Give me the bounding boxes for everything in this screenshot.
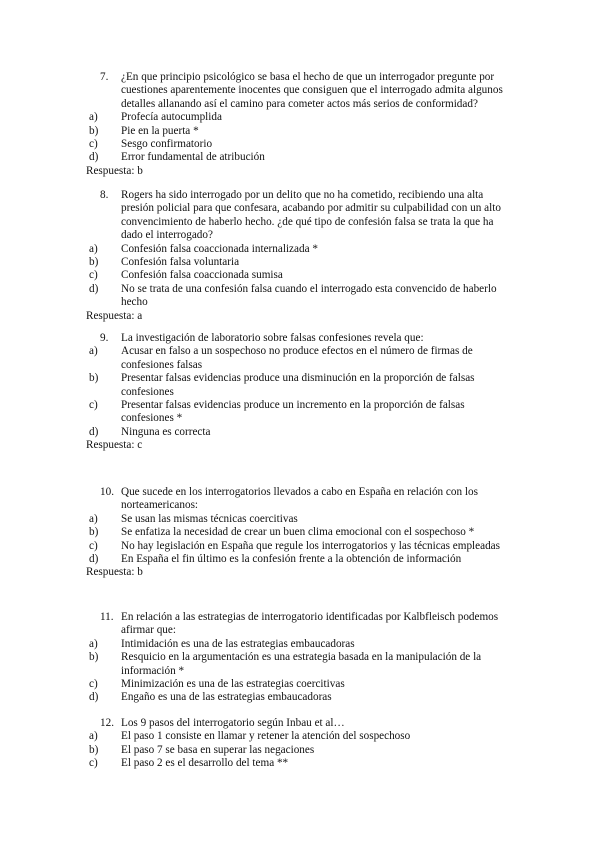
option-letter: a)	[89, 242, 98, 255]
question-text: ¿En que principio psicológico se basa el hecho de que un interrogador pregunte por cuestiones aparentemente inocentes que consiguen que el interrogado admita algunos detalles allanando así el camino para cometer actos más serios de conformidad?	[121, 71, 503, 110]
question-number: 8.	[100, 189, 109, 201]
question-8	[88, 189, 508, 323]
option-text: No hay legislación en España que regule los interrogatorios y las técnicas empleadas	[121, 539, 501, 552]
option-a	[88, 243, 508, 256]
option-letter: d)	[89, 553, 99, 566]
option-a	[88, 730, 508, 743]
question-text-block	[88, 717, 508, 730]
answer-line: Respuesta: b	[86, 566, 143, 579]
question-text: La investigación de laboratorio sobre falsas confesiones revela que:	[121, 332, 424, 344]
option-c	[88, 269, 508, 282]
option-letter: c)	[89, 399, 98, 412]
option-letter: c)	[89, 678, 98, 691]
option-a	[88, 345, 508, 372]
option-text: Se enfatiza la necesidad de crear un buen clima emocional con el sospechoso *	[121, 526, 475, 539]
option-letter: b)	[89, 124, 99, 137]
option-letter: a)	[89, 637, 98, 650]
question-text: Los 9 pasos del interrogatorio según Inbau et al…	[121, 717, 345, 729]
question-text-block	[88, 611, 508, 638]
option-text: Acusar en falso a un sospechoso no produce efectos en el número de firmas de confesiones falsas	[121, 345, 473, 371]
option-letter: c)	[89, 757, 98, 770]
option-c	[88, 678, 508, 691]
question-10	[88, 486, 508, 580]
option-text: Pie en la puerta *	[121, 124, 199, 137]
option-b	[88, 526, 508, 539]
option-c	[88, 399, 508, 426]
question-7	[88, 71, 508, 178]
option-letter: c)	[89, 539, 98, 552]
option-text: Presentar falsas evidencias produce un incremento en la proporción de falsas confesiones *	[121, 399, 465, 425]
option-letter: c)	[89, 269, 98, 282]
option-text: Intimidación es una de las estrategias embaucadoras	[121, 637, 355, 650]
question-11	[88, 611, 508, 705]
option-text: Error fundamental de atribución	[121, 151, 265, 164]
option-letter: b)	[89, 526, 99, 539]
option-b	[88, 256, 508, 269]
option-text: Sesgo confirmatorio	[121, 138, 213, 151]
question-9	[88, 332, 508, 453]
option-d	[88, 283, 508, 310]
option-text: Se usan las mismas técnicas coercitivas	[121, 512, 298, 525]
option-letter: c)	[89, 138, 98, 151]
question-text: Rogers ha sido interrogado por un delito que no ha cometido, recibiendo una alta presión policial para que confesara, acabando por admitir su culpabilidad con un alto convencimiento de haberlo hecho. ¿de qué tipo de confesión falsa se trata la que ha dado el interrogado?	[121, 189, 501, 242]
option-text: Confesión falsa voluntaria	[121, 256, 240, 269]
option-d	[88, 426, 508, 439]
option-letter: b)	[89, 372, 99, 385]
option-c	[88, 138, 508, 151]
question-number: 7.	[100, 71, 109, 83]
option-d	[88, 553, 508, 566]
option-letter: b)	[89, 256, 99, 269]
question-text: En relación a las estrategias de interrogatorio identificadas por Kalbfleisch podemos afirmar que:	[121, 611, 499, 637]
option-a	[88, 513, 508, 526]
answer-line: Respuesta: c	[86, 439, 143, 452]
option-b	[88, 651, 508, 678]
question-text: Que sucede en los interrogatorios llevados a cabo en España en relación con los norteamericanos:	[121, 486, 478, 512]
option-text: Confesión falsa coaccionada sumisa	[121, 269, 283, 282]
option-letter: b)	[89, 743, 99, 756]
option-text: Resquicio en la argumentación es una estrategia basada en la manipulación de la información *	[121, 651, 482, 677]
option-letter: a)	[89, 345, 98, 358]
option-letter: a)	[89, 111, 98, 124]
option-text: Engaño es una de las estrategias embaucadoras	[121, 691, 332, 704]
option-letter: d)	[89, 691, 99, 704]
option-a	[88, 638, 508, 651]
option-b	[88, 744, 508, 757]
option-text: Profecía autocumplida	[121, 111, 222, 124]
answer-line: Respuesta: b	[86, 164, 143, 177]
option-b	[88, 125, 508, 138]
question-text-block	[88, 71, 508, 111]
question-text-block	[88, 486, 508, 513]
option-c	[88, 757, 508, 770]
question-number: 11.	[100, 611, 114, 623]
question-number: 10.	[100, 486, 114, 498]
option-c	[88, 540, 508, 553]
option-d	[88, 151, 508, 164]
option-letter: a)	[89, 512, 98, 525]
option-text: En España el fin último es la confesión frente a la obtención de información	[121, 553, 462, 566]
option-text: El paso 7 se basa en superar las negaciones	[121, 743, 315, 756]
option-b	[88, 372, 508, 399]
option-letter: d)	[89, 282, 99, 295]
option-a	[88, 111, 508, 124]
option-letter: d)	[89, 151, 99, 164]
question-number: 12.	[100, 717, 114, 729]
option-text: Presentar falsas evidencias produce una disminución en la proporción de falsas confesiones	[121, 372, 475, 398]
answer-line: Respuesta: a	[86, 309, 143, 322]
option-letter: b)	[89, 651, 99, 664]
question-12	[88, 717, 508, 771]
question-text-block	[88, 332, 508, 345]
option-text: Confesión falsa coaccionada internalizada *	[121, 242, 318, 255]
option-text: No se trata de una confesión falsa cuando el interrogado esta convencido de haberlo hecho	[121, 282, 497, 309]
question-text-block	[88, 189, 508, 243]
option-d	[88, 691, 508, 704]
option-letter: a)	[89, 730, 98, 743]
option-text: El paso 2 es el desarrollo del tema **	[121, 757, 289, 770]
option-text: El paso 1 consiste en llamar y retener la atención del sospechoso	[121, 730, 411, 743]
option-letter: d)	[89, 425, 99, 438]
question-number: 9.	[100, 332, 109, 344]
option-text: Ninguna es correcta	[121, 425, 211, 438]
option-text: Minimización es una de las estrategias coercitivas	[121, 678, 345, 691]
